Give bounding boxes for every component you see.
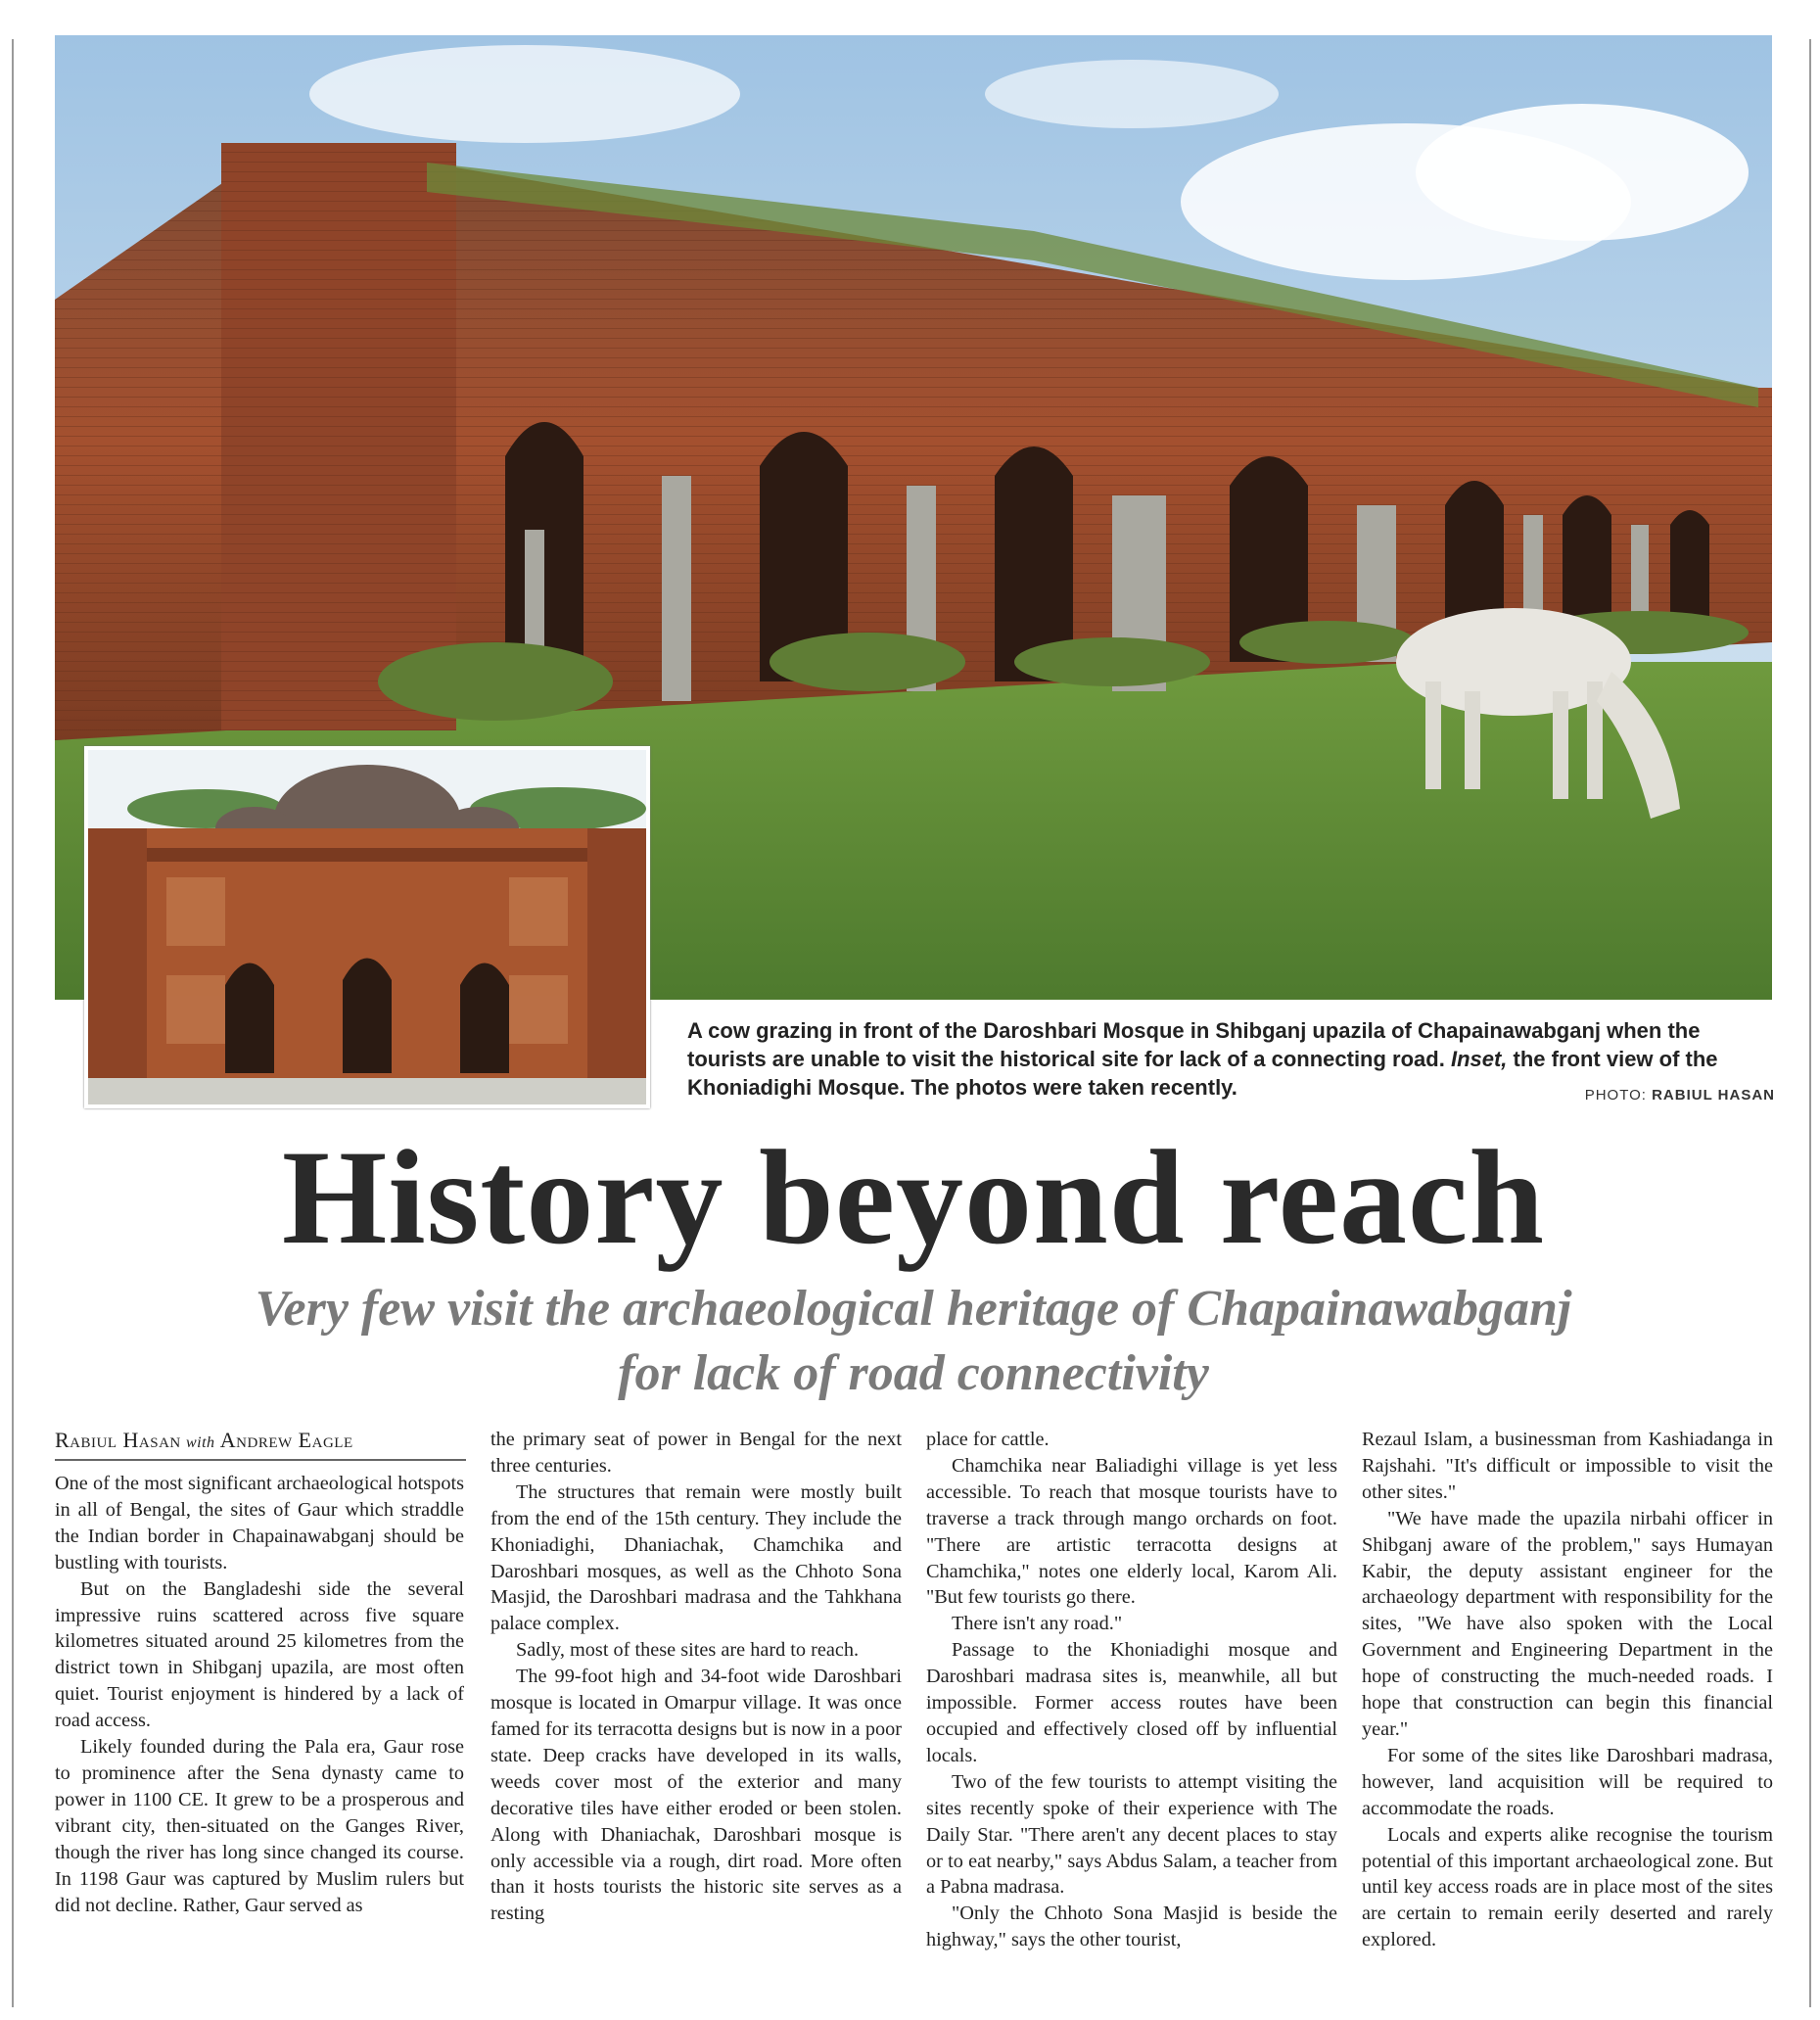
caption-part1: A cow grazing in front of the Daroshbari Mosque in Shibganj upazila of Chapainawabganj when the tourists are unable to visit the historical site for lack of a connecting road. (687, 1018, 1701, 1071)
caption-inset-word: Inset, (1450, 1047, 1508, 1071)
article-column-1 (55, 1471, 464, 1918)
headline: History beyond reach (281, 1122, 1546, 1272)
inset-photo (84, 746, 650, 1108)
paragraph: Chamchika near Baliadighi village is yet less accessible. To reach that mosque tourists have to traverse a track through mango orchards on foot. "There are artistic terracotta designs at Chamchika," notes one elderly local, Karom Ali. "But few tourists go there. (926, 1454, 1337, 1609)
credit-name: RABIUL HASAN (1652, 1087, 1775, 1104)
article-column-2 (490, 1427, 902, 1927)
paragraph: For some of the sites like Daroshbari madrasa, however, land acquisition will be required to accommodate the roads. (1362, 1744, 1773, 1819)
paragraph: The structures that remain were mostly built from the end of the 15th century. They include the Khoniadighi, Dhaniachak, Chamchika and Daroshbari mosques, as well as the Chhoto Sona Masjid, the Daroshbari madrasa and the Tahkhana palace complex. (490, 1480, 902, 1635)
byline-with: with (185, 1434, 215, 1451)
paragraph: There isn't any road." (952, 1613, 1123, 1635)
article-column-4 (1362, 1427, 1773, 1953)
paragraph: Passage to the Khoniadighi mosque and Daroshbari madrasa sites is, meanwhile, all but impossible. Former access routes have been occupied and effectively closed off by influential locals. (926, 1639, 1337, 1766)
paragraph: But on the Bangladeshi side the several impressive ruins scattered across five square kilometres situated around 25 kilometres from the district town in Shibganj upazila, are most often quiet. Tourist enjoyment is hindered by a lack of road access. (55, 1577, 464, 1732)
caption-part2: the front view of the Khoniadighi Mosque. The photos were taken recently. (687, 1047, 1718, 1100)
paragraph: Sadly, most of these sites are hard to reach. (516, 1639, 860, 1662)
paragraph: "We have made the upazila nirbahi officer in Shibganj aware of the problem," says Humayan Kabir, the deputy assistant engineer for the archaeology department with responsibility for the sites, "We have also spoken with the Local Government and Engineering Department in the hope of constructing the much-needed roads. I hope that construction can begin this financial year." (1362, 1507, 1773, 1740)
paragraph: "Only the Chhoto Sona Masjid is beside the highway," says the other tourist, (926, 1903, 1337, 1951)
byline (55, 1428, 466, 1461)
photo-credit (1574, 1087, 1775, 1104)
paragraph: place for cattle. (926, 1429, 1050, 1450)
author-1: Rabiul Hasan (55, 1428, 181, 1452)
subhead-line2: for lack of road connectivity (618, 1345, 1209, 1401)
author-2: Andrew Eagle (219, 1428, 353, 1452)
paragraph: the primary seat of power in Bengal for the next three centuries. (490, 1429, 902, 1477)
subhead-line1: Very few visit the archaeological heritage of Chapainawabganj (255, 1281, 1572, 1337)
paragraph: Locals and experts alike recognise the tourism potential of this important archaeological zone. But until key access roads are in place most of the sites are certain to remain eerily deserted and rarely explored. (1362, 1823, 1773, 1951)
khoniadighi-mosque-image (88, 750, 646, 1104)
credit-label: PHOTO: (1584, 1087, 1653, 1104)
article-column-3 (926, 1427, 1337, 1953)
paragraph: The 99-foot high and 34-foot wide Daroshbari mosque is located in Omarpur village. It was once famed for its terracotta designs but is now in a poor state. Deep cracks have developed in its walls, weeds cover most of the exterior and many decorative tiles have either eroded or been stolen. Along with Dhaniachak, Daroshbari mosque is only accessible via a rough, dirt road. More often than it hosts tourists the historic site serves as a resting (490, 1666, 902, 1925)
paragraph: Likely founded during the Pala era, Gaur rose to prominence after the Sena dynasty came to power in 1100 CE. It grew to be a prosperous and vibrant city, then-situated on the Ganges River, though the river has long since changed its course. In 1198 Gaur was captured by Muslim rulers but did not decline. Rather, Gaur served as (55, 1736, 464, 1916)
left-column-rule (12, 39, 14, 2007)
paragraph: Two of the few tourists to attempt visiting the sites recently spoke of their experience with The Daily Star. "There aren't any decent places to stay or to eat nearby," says Abdus Salam, a teacher from a Pabna madrasa. (926, 1770, 1337, 1899)
paragraph: Rezaul Islam, a businessman from Kashiadanga in Rajshahi. "It's difficult or impossible to visit the other sites." (1362, 1429, 1773, 1503)
subheadline (55, 1277, 1772, 1406)
paragraph: One of the most significant archaeological hotspots in all of Bengal, the sites of Gaur which straddle the Indian border in Chapainawabganj should be bustling with tourists. (55, 1473, 464, 1574)
right-column-rule (1809, 39, 1811, 2007)
